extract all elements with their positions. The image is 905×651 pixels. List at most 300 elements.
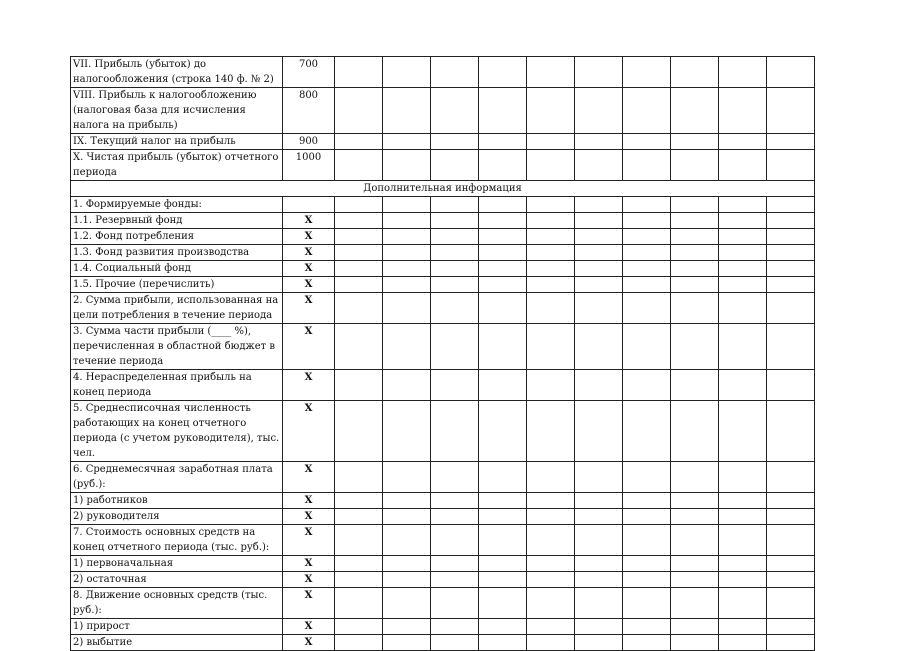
value-cell[interactable] [767, 229, 815, 245]
value-cell[interactable] [335, 150, 383, 181]
value-cell[interactable] [383, 324, 431, 370]
row-mark: X [283, 525, 335, 556]
value-cell[interactable] [671, 572, 719, 588]
value-cell[interactable] [527, 509, 575, 525]
value-cell[interactable] [767, 572, 815, 588]
value-cell[interactable] [767, 197, 815, 213]
value-cell[interactable] [431, 57, 479, 88]
value-cell[interactable] [575, 245, 623, 261]
value-cell[interactable] [335, 88, 383, 134]
value-cell[interactable] [671, 261, 719, 277]
value-cell[interactable] [479, 588, 527, 619]
value-cell[interactable] [527, 134, 575, 150]
value-cell[interactable] [671, 150, 719, 181]
value-cell[interactable] [527, 401, 575, 462]
table-row [71, 401, 815, 462]
value-cell[interactable] [719, 197, 767, 213]
row-label: 1.5. Прочие (перечислить) [71, 277, 283, 293]
value-cell[interactable] [527, 324, 575, 370]
value-cell[interactable] [431, 509, 479, 525]
value-cell[interactable] [719, 277, 767, 293]
value-cell[interactable] [623, 150, 671, 181]
value-cell[interactable] [575, 134, 623, 150]
value-cell[interactable] [383, 462, 431, 493]
value-cell[interactable] [335, 57, 383, 88]
value-cell[interactable] [767, 245, 815, 261]
value-cell[interactable] [671, 509, 719, 525]
value-cell[interactable] [575, 88, 623, 134]
value-cell[interactable] [431, 324, 479, 370]
value-cell[interactable] [335, 134, 383, 150]
row-label: 1.4. Социальный фонд [71, 261, 283, 277]
value-cell[interactable] [431, 197, 479, 213]
value-cell[interactable] [623, 635, 671, 651]
value-cell[interactable] [479, 572, 527, 588]
value-cell[interactable] [575, 572, 623, 588]
value-cell[interactable] [431, 556, 479, 572]
value-cell[interactable] [767, 462, 815, 493]
value-cell[interactable] [479, 619, 527, 635]
value-cell[interactable] [671, 619, 719, 635]
value-cell[interactable] [767, 556, 815, 572]
table-row [71, 57, 815, 88]
value-cell[interactable] [719, 261, 767, 277]
value-cell[interactable] [527, 57, 575, 88]
value-cell[interactable] [383, 197, 431, 213]
value-cell[interactable] [431, 572, 479, 588]
value-cell[interactable] [527, 213, 575, 229]
value-cell[interactable] [335, 324, 383, 370]
value-cell[interactable] [383, 293, 431, 324]
value-cell[interactable] [623, 229, 671, 245]
row-mark [283, 197, 335, 213]
row-code: 800 [283, 88, 335, 134]
row-mark: X [283, 261, 335, 277]
value-cell[interactable] [623, 572, 671, 588]
value-cell[interactable] [383, 150, 431, 181]
value-cell[interactable] [527, 197, 575, 213]
value-cell[interactable] [767, 293, 815, 324]
row-label: VII. Прибыль (убыток) до налогообложения (строка 140 ф. № 2) [71, 57, 283, 88]
value-cell[interactable] [575, 277, 623, 293]
value-cell[interactable] [575, 370, 623, 401]
value-cell[interactable] [575, 588, 623, 619]
value-cell[interactable] [719, 556, 767, 572]
value-cell[interactable] [479, 134, 527, 150]
row-label: 1) первоначальная [71, 556, 283, 572]
row-label: 1.3. Фонд развития производства [71, 245, 283, 261]
value-cell[interactable] [719, 525, 767, 556]
value-cell[interactable] [623, 509, 671, 525]
value-cell[interactable] [767, 370, 815, 401]
value-cell[interactable] [431, 261, 479, 277]
value-cell[interactable] [767, 635, 815, 651]
value-cell[interactable] [623, 213, 671, 229]
value-cell[interactable] [383, 572, 431, 588]
row-mark: X [283, 619, 335, 635]
value-cell[interactable] [431, 635, 479, 651]
value-cell[interactable] [335, 619, 383, 635]
row-label: 2) выбытие [71, 635, 283, 651]
value-cell[interactable] [575, 261, 623, 277]
value-cell[interactable] [335, 277, 383, 293]
table-row [71, 213, 815, 229]
value-cell[interactable] [671, 245, 719, 261]
value-cell[interactable] [335, 293, 383, 324]
value-cell[interactable] [623, 261, 671, 277]
row-code: 700 [283, 57, 335, 88]
value-cell[interactable] [527, 572, 575, 588]
value-cell[interactable] [671, 525, 719, 556]
value-cell[interactable] [719, 370, 767, 401]
row-label: 1. Формируемые фонды: [71, 197, 283, 213]
value-cell[interactable] [671, 197, 719, 213]
value-cell[interactable] [767, 324, 815, 370]
value-cell[interactable] [527, 88, 575, 134]
value-cell[interactable] [575, 324, 623, 370]
value-cell[interactable] [431, 245, 479, 261]
value-cell[interactable] [527, 229, 575, 245]
value-cell[interactable] [767, 401, 815, 462]
value-cell[interactable] [479, 462, 527, 493]
row-label: 4. Нераспределенная прибыль на конец периода [71, 370, 283, 401]
value-cell[interactable] [623, 401, 671, 462]
value-cell[interactable] [383, 635, 431, 651]
financial-report-table [70, 56, 815, 651]
row-code: 900 [283, 134, 335, 150]
value-cell[interactable] [383, 245, 431, 261]
value-cell[interactable] [431, 619, 479, 635]
value-cell[interactable] [335, 525, 383, 556]
value-cell[interactable] [671, 556, 719, 572]
value-cell[interactable] [431, 213, 479, 229]
row-label: 7. Стоимость основных средств на конец отчетного периода (тыс. руб.): [71, 525, 283, 556]
row-mark: X [283, 245, 335, 261]
row-label: X. Чистая прибыль (убыток) отчетного периода [71, 150, 283, 181]
value-cell[interactable] [479, 88, 527, 134]
value-cell[interactable] [335, 493, 383, 509]
value-cell[interactable] [575, 525, 623, 556]
table-row [71, 525, 815, 556]
value-cell[interactable] [671, 277, 719, 293]
value-cell[interactable] [383, 57, 431, 88]
value-cell[interactable] [479, 213, 527, 229]
table-row [71, 277, 815, 293]
value-cell[interactable] [719, 134, 767, 150]
value-cell[interactable] [767, 134, 815, 150]
value-cell[interactable] [479, 197, 527, 213]
table-row [71, 572, 815, 588]
value-cell[interactable] [431, 493, 479, 509]
value-cell[interactable] [431, 150, 479, 181]
table-row [71, 293, 815, 324]
value-cell[interactable] [719, 401, 767, 462]
value-cell[interactable] [623, 134, 671, 150]
value-cell[interactable] [575, 462, 623, 493]
value-cell[interactable] [479, 245, 527, 261]
value-cell[interactable] [575, 57, 623, 88]
value-cell[interactable] [575, 619, 623, 635]
value-cell[interactable] [575, 509, 623, 525]
value-cell[interactable] [383, 401, 431, 462]
table-row [71, 588, 815, 619]
value-cell[interactable] [719, 493, 767, 509]
value-cell[interactable] [527, 588, 575, 619]
value-cell[interactable] [479, 229, 527, 245]
value-cell[interactable] [719, 88, 767, 134]
value-cell[interactable] [671, 462, 719, 493]
value-cell[interactable] [719, 462, 767, 493]
row-label: 3. Сумма части прибыли (____ %), перечисленная в областной бюджет в течение периода [71, 324, 283, 370]
table-row [71, 134, 815, 150]
row-label: 1.1. Резервный фонд [71, 213, 283, 229]
value-cell[interactable] [623, 588, 671, 619]
value-cell[interactable] [719, 293, 767, 324]
value-cell[interactable] [479, 509, 527, 525]
value-cell[interactable] [527, 525, 575, 556]
section-title: Дополнительная информация [71, 181, 815, 197]
value-cell[interactable] [767, 619, 815, 635]
value-cell[interactable] [479, 556, 527, 572]
value-cell[interactable] [527, 293, 575, 324]
value-cell[interactable] [575, 493, 623, 509]
value-cell[interactable] [623, 462, 671, 493]
value-cell[interactable] [671, 370, 719, 401]
value-cell[interactable] [335, 556, 383, 572]
value-cell[interactable] [335, 261, 383, 277]
value-cell[interactable] [479, 370, 527, 401]
value-cell[interactable] [623, 370, 671, 401]
row-mark: X [283, 572, 335, 588]
value-cell[interactable] [623, 525, 671, 556]
value-cell[interactable] [767, 57, 815, 88]
table-row [71, 370, 815, 401]
value-cell[interactable] [671, 324, 719, 370]
value-cell[interactable] [383, 213, 431, 229]
value-cell[interactable] [671, 213, 719, 229]
value-cell[interactable] [335, 572, 383, 588]
value-cell[interactable] [527, 619, 575, 635]
value-cell[interactable] [479, 324, 527, 370]
table-row [71, 197, 815, 213]
table-row [71, 324, 815, 370]
value-cell[interactable] [575, 293, 623, 324]
value-cell[interactable] [383, 277, 431, 293]
table-row [71, 150, 815, 181]
value-cell[interactable] [479, 150, 527, 181]
value-cell[interactable] [719, 57, 767, 88]
value-cell[interactable] [719, 229, 767, 245]
value-cell[interactable] [479, 635, 527, 651]
row-mark: X [283, 293, 335, 324]
value-cell[interactable] [383, 261, 431, 277]
value-cell[interactable] [623, 197, 671, 213]
value-cell[interactable] [431, 370, 479, 401]
value-cell[interactable] [767, 277, 815, 293]
value-cell[interactable] [575, 197, 623, 213]
value-cell[interactable] [479, 293, 527, 324]
value-cell[interactable] [431, 229, 479, 245]
value-cell[interactable] [335, 509, 383, 525]
value-cell[interactable] [767, 261, 815, 277]
row-label: 2) руководителя [71, 509, 283, 525]
row-label: 6. Среднемесячная заработная плата (руб.): [71, 462, 283, 493]
value-cell[interactable] [335, 401, 383, 462]
row-label: VIII. Прибыль к налогообложению (налоговая база для исчисления налога на прибыль) [71, 88, 283, 134]
value-cell[interactable] [767, 525, 815, 556]
value-cell[interactable] [335, 370, 383, 401]
value-cell[interactable] [479, 261, 527, 277]
value-cell[interactable] [527, 277, 575, 293]
value-cell[interactable] [335, 197, 383, 213]
value-cell[interactable] [431, 88, 479, 134]
report-sheet [70, 56, 810, 651]
row-label: 2. Сумма прибыли, использованная на цели потребления в течение периода [71, 293, 283, 324]
table-row [71, 635, 815, 651]
value-cell[interactable] [671, 588, 719, 619]
value-cell[interactable] [767, 588, 815, 619]
value-cell[interactable] [431, 293, 479, 324]
table-row [71, 493, 815, 509]
value-cell[interactable] [719, 509, 767, 525]
value-cell[interactable] [719, 245, 767, 261]
value-cell[interactable] [623, 277, 671, 293]
value-cell[interactable] [527, 150, 575, 181]
row-label: 1.2. Фонд потребления [71, 229, 283, 245]
value-cell[interactable] [623, 324, 671, 370]
row-mark: X [283, 213, 335, 229]
value-cell[interactable] [383, 229, 431, 245]
value-cell[interactable] [575, 229, 623, 245]
table-row [71, 229, 815, 245]
value-cell[interactable] [623, 245, 671, 261]
row-mark: X [283, 635, 335, 651]
table-row [71, 88, 815, 134]
table-row [71, 261, 815, 277]
value-cell[interactable] [719, 588, 767, 619]
value-cell[interactable] [719, 635, 767, 651]
row-mark: X [283, 229, 335, 245]
value-cell[interactable] [527, 462, 575, 493]
value-cell[interactable] [431, 525, 479, 556]
value-cell[interactable] [527, 493, 575, 509]
value-cell[interactable] [383, 509, 431, 525]
value-cell[interactable] [431, 134, 479, 150]
value-cell[interactable] [767, 88, 815, 134]
table-row [71, 245, 815, 261]
value-cell[interactable] [575, 635, 623, 651]
row-mark: X [283, 401, 335, 462]
row-label: 1) работников [71, 493, 283, 509]
value-cell[interactable] [335, 462, 383, 493]
value-cell[interactable] [335, 245, 383, 261]
value-cell[interactable] [527, 261, 575, 277]
value-cell[interactable] [383, 525, 431, 556]
value-cell[interactable] [671, 134, 719, 150]
row-label: 2) остаточная [71, 572, 283, 588]
value-cell[interactable] [623, 556, 671, 572]
value-cell[interactable] [479, 493, 527, 509]
value-cell[interactable] [671, 635, 719, 651]
row-mark: X [283, 493, 335, 509]
value-cell[interactable] [575, 401, 623, 462]
value-cell[interactable] [575, 213, 623, 229]
value-cell[interactable] [431, 462, 479, 493]
value-cell[interactable] [767, 213, 815, 229]
value-cell[interactable] [479, 57, 527, 88]
row-mark: X [283, 556, 335, 572]
row-mark: X [283, 370, 335, 401]
value-cell[interactable] [383, 370, 431, 401]
value-cell[interactable] [527, 635, 575, 651]
section-header-row [71, 181, 815, 197]
value-cell[interactable] [335, 635, 383, 651]
value-cell[interactable] [623, 293, 671, 324]
value-cell[interactable] [479, 277, 527, 293]
value-cell[interactable] [671, 57, 719, 88]
value-cell[interactable] [335, 213, 383, 229]
value-cell[interactable] [671, 229, 719, 245]
table-body [71, 57, 815, 651]
table-row [71, 462, 815, 493]
value-cell[interactable] [335, 229, 383, 245]
row-mark: X [283, 324, 335, 370]
value-cell[interactable] [767, 150, 815, 181]
row-mark: X [283, 277, 335, 293]
row-mark: X [283, 509, 335, 525]
value-cell[interactable] [431, 588, 479, 619]
value-cell[interactable] [527, 556, 575, 572]
value-cell[interactable] [671, 88, 719, 134]
table-row [71, 556, 815, 572]
value-cell[interactable] [623, 619, 671, 635]
value-cell[interactable] [719, 572, 767, 588]
value-cell[interactable] [383, 88, 431, 134]
value-cell[interactable] [431, 277, 479, 293]
row-label: 8. Движение основных средств (тыс. руб.): [71, 588, 283, 619]
value-cell[interactable] [383, 134, 431, 150]
value-cell[interactable] [623, 88, 671, 134]
row-label: IX. Текущий налог на прибыль [71, 134, 283, 150]
value-cell[interactable] [527, 370, 575, 401]
value-cell[interactable] [767, 509, 815, 525]
value-cell[interactable] [767, 493, 815, 509]
value-cell[interactable] [671, 401, 719, 462]
value-cell[interactable] [527, 245, 575, 261]
value-cell[interactable] [671, 293, 719, 324]
value-cell[interactable] [719, 324, 767, 370]
table-row [71, 619, 815, 635]
value-cell[interactable] [623, 493, 671, 509]
table-row [71, 509, 815, 525]
value-cell[interactable] [383, 556, 431, 572]
value-cell[interactable] [479, 401, 527, 462]
row-code: 1000 [283, 150, 335, 181]
value-cell[interactable] [335, 588, 383, 619]
value-cell[interactable] [431, 401, 479, 462]
value-cell[interactable] [575, 556, 623, 572]
value-cell[interactable] [719, 619, 767, 635]
value-cell[interactable] [383, 493, 431, 509]
value-cell[interactable] [671, 493, 719, 509]
value-cell[interactable] [719, 213, 767, 229]
value-cell[interactable] [623, 57, 671, 88]
value-cell[interactable] [575, 150, 623, 181]
value-cell[interactable] [383, 588, 431, 619]
value-cell[interactable] [479, 525, 527, 556]
value-cell[interactable] [719, 150, 767, 181]
value-cell[interactable] [383, 619, 431, 635]
